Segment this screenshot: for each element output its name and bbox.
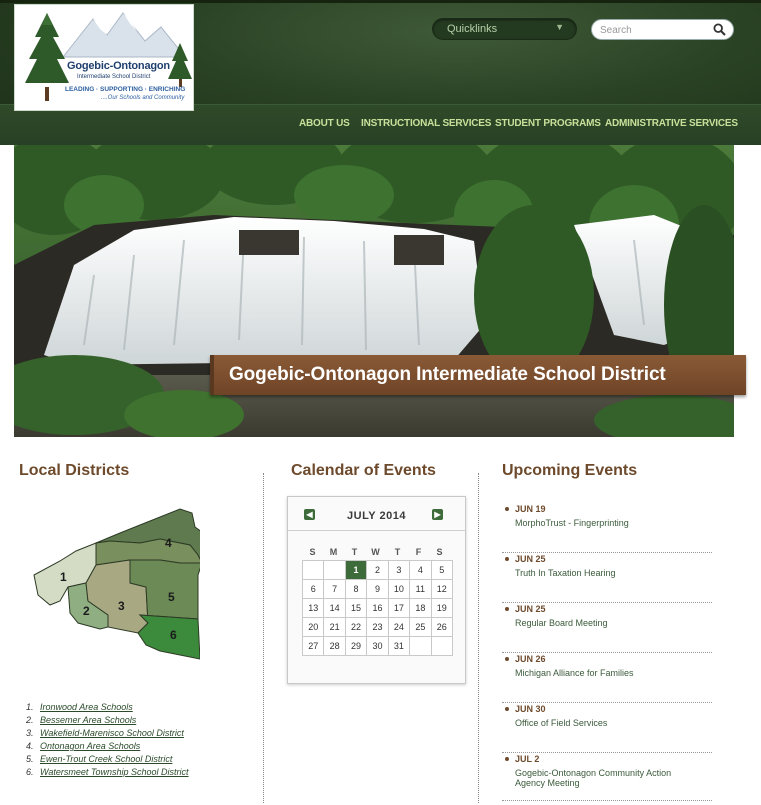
calendar-day-cell[interactable]: 1 bbox=[345, 561, 366, 580]
calendar-day-cell[interactable]: 17 bbox=[388, 599, 409, 618]
list-item-number: 6. bbox=[26, 767, 34, 777]
event-item[interactable] bbox=[502, 553, 712, 603]
event-title[interactable]: MorphoTrust - Fingerprinting bbox=[515, 518, 629, 528]
calendar-heading: Calendar of Events bbox=[291, 462, 436, 479]
calendar-day-cell[interactable]: 19 bbox=[431, 599, 452, 618]
quicklinks-label: Quicklinks bbox=[447, 23, 498, 35]
event-date: JUN 25 bbox=[515, 604, 546, 614]
bullet-icon bbox=[505, 557, 509, 561]
calendar-day-cell[interactable]: 30 bbox=[367, 637, 388, 656]
column-divider bbox=[263, 473, 264, 803]
calendar-day-cell[interactable]: 13 bbox=[303, 599, 324, 618]
event-title[interactable]: Gogebic-Ontonagon Community Action Agency Meeting bbox=[515, 768, 672, 788]
event-date: JUN 19 bbox=[515, 504, 546, 514]
calendar-week-row bbox=[303, 618, 453, 637]
calendar-day-cell[interactable]: 12 bbox=[431, 580, 452, 599]
column-divider bbox=[478, 473, 479, 803]
list-item-number: 3. bbox=[26, 728, 34, 738]
map-label-5: 5 bbox=[168, 590, 175, 604]
calendar-day-cell[interactable]: 29 bbox=[345, 637, 366, 656]
calendar-widget bbox=[287, 496, 466, 684]
logo-tagline: LEADING · SUPPORTING · ENRICHING bbox=[65, 86, 186, 93]
local-districts-heading: Local Districts bbox=[19, 462, 130, 479]
nav-instructional-services[interactable]: INSTRUCTIONAL SERVICES bbox=[361, 118, 492, 129]
map-label-4: 4 bbox=[165, 536, 172, 550]
calendar-day-cell[interactable]: 22 bbox=[345, 618, 366, 637]
day-header: W bbox=[371, 547, 380, 557]
day-header: M bbox=[329, 547, 338, 557]
calendar-week-row bbox=[303, 637, 453, 656]
calendar-day-cell[interactable]: 10 bbox=[388, 580, 409, 599]
list-item bbox=[26, 753, 189, 766]
event-date: JUN 25 bbox=[515, 554, 546, 564]
event-title[interactable]: Truth In Taxation Hearing bbox=[515, 568, 616, 578]
map-label-3: 3 bbox=[118, 599, 125, 613]
map-label-2: 2 bbox=[83, 604, 90, 618]
calendar-day-cell[interactable]: 24 bbox=[388, 618, 409, 637]
event-item[interactable] bbox=[502, 753, 712, 801]
calendar-day-cell[interactable]: 3 bbox=[388, 561, 409, 580]
nav-administrative-services[interactable]: ADMINISTRATIVE SERVICES bbox=[605, 118, 738, 129]
calendar-day-cell[interactable]: 5 bbox=[431, 561, 452, 580]
event-item[interactable] bbox=[502, 503, 712, 553]
calendar-week-row bbox=[303, 561, 453, 580]
list-item bbox=[26, 714, 189, 727]
list-item-number: 5. bbox=[26, 754, 34, 764]
calendar-day-cell[interactable]: 7 bbox=[324, 580, 345, 599]
chevron-down-icon: ▼ bbox=[555, 22, 564, 32]
logo-name: Gogebic-Ontonagon bbox=[67, 60, 170, 72]
nav-student-programs[interactable]: STUDENT PROGRAMS bbox=[495, 118, 601, 129]
bullet-icon bbox=[505, 507, 509, 511]
district-map[interactable] bbox=[30, 505, 200, 660]
calendar-day-cell[interactable]: 2 bbox=[367, 561, 388, 580]
list-item bbox=[26, 727, 189, 740]
district-link-watersmeet[interactable]: Watersmeet Township School District bbox=[40, 767, 189, 777]
event-date: JUN 26 bbox=[515, 654, 546, 664]
upcoming-events-heading: Upcoming Events bbox=[502, 462, 638, 479]
day-header: S bbox=[436, 547, 443, 557]
calendar-day-cell[interactable]: 21 bbox=[324, 618, 345, 637]
calendar-day-cell[interactable]: 31 bbox=[388, 637, 409, 656]
calendar-grid bbox=[302, 560, 453, 656]
calendar-week-row bbox=[303, 599, 453, 618]
event-title[interactable]: Office of Field Services bbox=[515, 718, 608, 728]
list-item bbox=[26, 740, 189, 753]
calendar-day-headers bbox=[302, 547, 452, 559]
hero-title: Gogebic-Ontonagon Intermediate School District bbox=[229, 364, 666, 385]
calendar-day-cell[interactable]: 8 bbox=[345, 580, 366, 599]
calendar-day-cell[interactable]: 16 bbox=[367, 599, 388, 618]
next-month-icon[interactable]: ▶ bbox=[432, 509, 443, 520]
calendar-day-cell[interactable]: 26 bbox=[431, 618, 452, 637]
map-district-6[interactable] bbox=[138, 615, 200, 659]
calendar-day-cell[interactable]: 14 bbox=[324, 599, 345, 618]
search-input[interactable] bbox=[600, 22, 710, 38]
calendar-day-cell[interactable]: 9 bbox=[367, 580, 388, 599]
calendar-day-cell[interactable]: 4 bbox=[410, 561, 431, 580]
nav-about-us[interactable]: ABOUT US bbox=[299, 118, 350, 129]
calendar-month-label: JULY 2014 bbox=[347, 510, 406, 522]
district-link-wakefield-marenisco[interactable]: Wakefield-Marenisco School District bbox=[40, 728, 184, 738]
calendar-empty-cell bbox=[410, 637, 431, 656]
district-list bbox=[26, 701, 189, 779]
day-header: T bbox=[394, 547, 401, 557]
calendar-day-cell[interactable]: 15 bbox=[345, 599, 366, 618]
day-header: S bbox=[309, 547, 316, 557]
event-title[interactable]: Michigan Alliance for Families bbox=[515, 668, 634, 678]
site-logo[interactable] bbox=[14, 4, 194, 111]
list-item-number: 2. bbox=[26, 715, 34, 725]
calendar-day-cell[interactable]: 25 bbox=[410, 618, 431, 637]
calendar-day-cell[interactable]: 18 bbox=[410, 599, 431, 618]
district-link-ewen-trout-creek[interactable]: Ewen-Trout Creek School District bbox=[40, 754, 173, 764]
hero-title-banner bbox=[210, 355, 746, 395]
calendar-day-cell[interactable]: 11 bbox=[410, 580, 431, 599]
search-icon[interactable] bbox=[713, 23, 726, 41]
day-header: T bbox=[351, 547, 358, 557]
map-label-1: 1 bbox=[60, 570, 67, 584]
calendar-day-cell[interactable]: 20 bbox=[303, 618, 324, 637]
bullet-icon bbox=[505, 707, 509, 711]
calendar-empty-cell bbox=[324, 561, 345, 580]
list-item bbox=[26, 766, 189, 779]
event-date: JUL 2 bbox=[515, 754, 540, 764]
list-item-number: 4. bbox=[26, 741, 34, 751]
prev-month-icon[interactable]: ◀ bbox=[304, 509, 315, 520]
event-item[interactable] bbox=[502, 703, 712, 753]
map-label-6: 6 bbox=[170, 628, 177, 642]
calendar-day-cell[interactable]: 6 bbox=[303, 580, 324, 599]
event-item[interactable] bbox=[502, 603, 712, 653]
calendar-day-cell[interactable]: 23 bbox=[367, 618, 388, 637]
bullet-icon bbox=[505, 657, 509, 661]
event-item[interactable] bbox=[502, 653, 712, 703]
main-nav bbox=[0, 118, 761, 132]
bullet-icon bbox=[505, 607, 509, 611]
event-date: JUN 30 bbox=[515, 704, 546, 714]
day-header: F bbox=[415, 547, 422, 557]
search-box[interactable] bbox=[591, 19, 734, 40]
calendar-header bbox=[288, 497, 465, 531]
calendar-empty-cell bbox=[431, 637, 452, 656]
district-link-ontonagon[interactable]: Ontonagon Area Schools bbox=[40, 741, 141, 751]
district-link-bessemer[interactable]: Bessemer Area Schools bbox=[40, 715, 137, 725]
list-item bbox=[26, 701, 189, 714]
calendar-week-row bbox=[303, 580, 453, 599]
logo-subtitle: Intermediate School District bbox=[77, 74, 151, 80]
event-title[interactable]: Regular Board Meeting bbox=[515, 618, 608, 628]
district-link-ironwood[interactable]: Ironwood Area Schools bbox=[40, 702, 133, 712]
logo-tagline-secondary: ....Our Schools and Community bbox=[101, 95, 185, 101]
calendar-day-cell[interactable]: 27 bbox=[303, 637, 324, 656]
list-item-number: 1. bbox=[26, 702, 34, 712]
calendar-day-cell[interactable]: 28 bbox=[324, 637, 345, 656]
calendar-empty-cell bbox=[303, 561, 324, 580]
quicklinks-dropdown[interactable] bbox=[432, 18, 577, 40]
bullet-icon bbox=[505, 757, 509, 761]
